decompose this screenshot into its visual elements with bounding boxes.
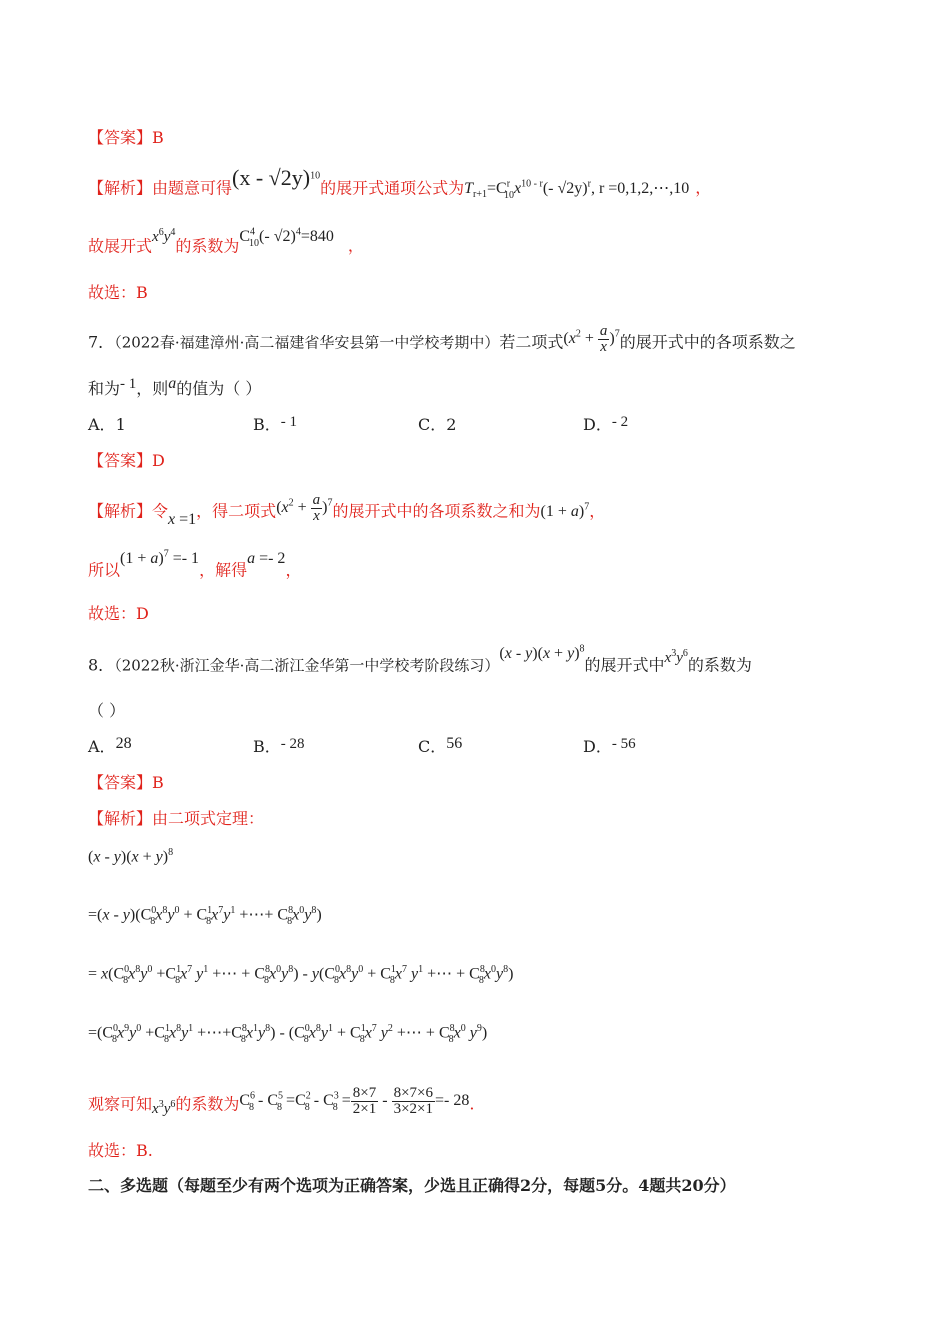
q7-sum: $(1 + a)^7$ — [540, 502, 590, 521]
q8-analysis: 【解析】由二项式定理： — [88, 809, 265, 828]
q6-general-term: $T_{r+1}=C^r_{10}x^{10 - r}(-$ √2y)$^r$, r =0,1,2,⋯,10 — [464, 179, 690, 201]
q7-binomial: ($x^2$ + $\frac{a}{x}$ )$^7$ — [563, 323, 620, 356]
q7-eq1: $(1 + a)^7 =- 1$ — [120, 549, 200, 568]
q6-answer: 【答案】B — [88, 128, 164, 147]
q7-stem-2: 和为- 1，则a的值为（ ） — [88, 375, 262, 398]
q8-observe: 观察可知$x^3y^6$的系数为$C^6_8 - C^5_8 =C^2_8 - C^3_8$ = $\frac{8\times 7}{2\times 1}$ - $\frac{8\times 7\times 6}{3\times 2\times 1}$ =- 28. — [88, 1085, 475, 1118]
q7-conclusion: 故选：D — [88, 604, 149, 623]
q8-stem: 8．（2022秋·浙江金华·高二浙江金华第一中学校考阶段练习）$(x - y)(x + y)^8$的展开式中$x^3y^6$的系数为 — [88, 644, 752, 675]
q8-paren: （ ） — [88, 701, 126, 720]
q8-option-d[interactable]: D．- 56 — [583, 736, 636, 756]
q8-step-3: $=(C^0_8x^9y^0 +C^1_8x^8y^1$ $+\cdots+C^8_8x^1y^8) - (C^0_8x^8y^1 + C^1_8x^7$ $y^2$ +⋯ + $C^8_8x^0$ $y^9$) — [88, 1023, 488, 1045]
q8-step-0: $(x - y)(x + y)^8$ — [88, 847, 174, 866]
q7-option-a[interactable]: A．1 — [88, 415, 126, 434]
q8-term-2: $x^3y^6$ — [152, 1099, 176, 1118]
q8-expr: $(x - y)(x + y)^8$ — [499, 644, 585, 663]
q8-step-1: $=(x - y)(C^0_8x^8y^0 + C^1_8x^7y^1$ +⋯+ $C^8_8x^0y^8$) — [88, 905, 322, 927]
q8-calc: $C^6_8 - C^5_8 =C^2_8 - C^3_8$ = $\frac{8\times 7}{2\times 1}$ - $\frac{8\times 7\times 6}{3\times 2\times 1}$ =- 28 — [239, 1085, 470, 1118]
q7-solve: 所以$(1 + a)^7 =- 1$，解得a =- 2， — [88, 549, 302, 580]
q8-step-2: = $x(C^0_8x^8y^0 +C^1_8x^7$ $y^1$ +⋯ + $C^8_8x^0y^8) - y(C^0_8x^8y^0 + C^1_8x^7$ $y^1$ +⋯ + $C^8_8x^0y^8$) — [88, 964, 514, 986]
q7-x-eq: x =1 — [168, 511, 197, 529]
q6-analysis: 【解析】由题意可得(x - √2y)$^{10}$的展开式通项公式为$T_{r+1}=C^r_{10}x^{10 - r}(-$ √2y)$^r$, r =0,1,2,⋯,10 ， — [88, 165, 712, 201]
q7-option-d[interactable]: D．- 2 — [583, 414, 629, 434]
q8-term: $x^3y^6$ — [664, 648, 688, 667]
q8-answer: 【答案】B — [88, 773, 164, 792]
section2-title: 二、多选题（每题至少有两个选项为正确答案，少选且正确得2分，每题5分。4题共20分） — [88, 1176, 736, 1195]
q6-coef-line: 故展开式$x^6y^4$的系数为$C^4_{10}(-$ √2)$^4$=840 ， — [88, 227, 364, 256]
q6-term: $x^6y^4$ — [152, 227, 176, 246]
q7-stem: 7．（2022春·福建漳州·高二福建省华安县第一中学校考期中）若二项式($x^2$ + $\frac{a}{x}$ )$^7$的展开式中的各项系数之 — [88, 323, 796, 356]
q8-option-a[interactable]: A．28 — [88, 735, 132, 756]
q7-option-c[interactable]: C．2 — [418, 415, 457, 434]
q7-analysis: 【解析】令x =1，得二项式($x^2$ + $\frac{a}{x}$ )$^7$的展开式中的各项系数之和为$(1 + a)^7$， — [88, 492, 606, 529]
q6-analysis-text1: 由题意可得 — [152, 178, 233, 198]
q6-analysis-label: 【解析】 — [88, 178, 153, 198]
q6-conclusion: 故选：B — [88, 283, 148, 302]
q8-option-b[interactable]: B．- 28 — [253, 736, 305, 756]
q7-eq2: a =- 2 — [247, 550, 286, 568]
q8-option-c[interactable]: C．56 — [418, 735, 463, 756]
q7-binomial-2: ($x^2$ + $\frac{a}{x}$ )$^7$ — [276, 492, 333, 525]
q6-coef: $C^4_{10}(-$ √2)$^4$=840 — [239, 227, 334, 249]
q6-analysis-text2: 的展开式通项公式为 — [320, 178, 465, 198]
q7-answer: 【答案】D — [88, 451, 165, 470]
q7-option-b[interactable]: B．- 1 — [253, 414, 298, 434]
q8-conclusion: 故选：B. — [88, 1141, 153, 1160]
q6-formula1: (x - √2y)$^{10}$ — [232, 165, 321, 191]
